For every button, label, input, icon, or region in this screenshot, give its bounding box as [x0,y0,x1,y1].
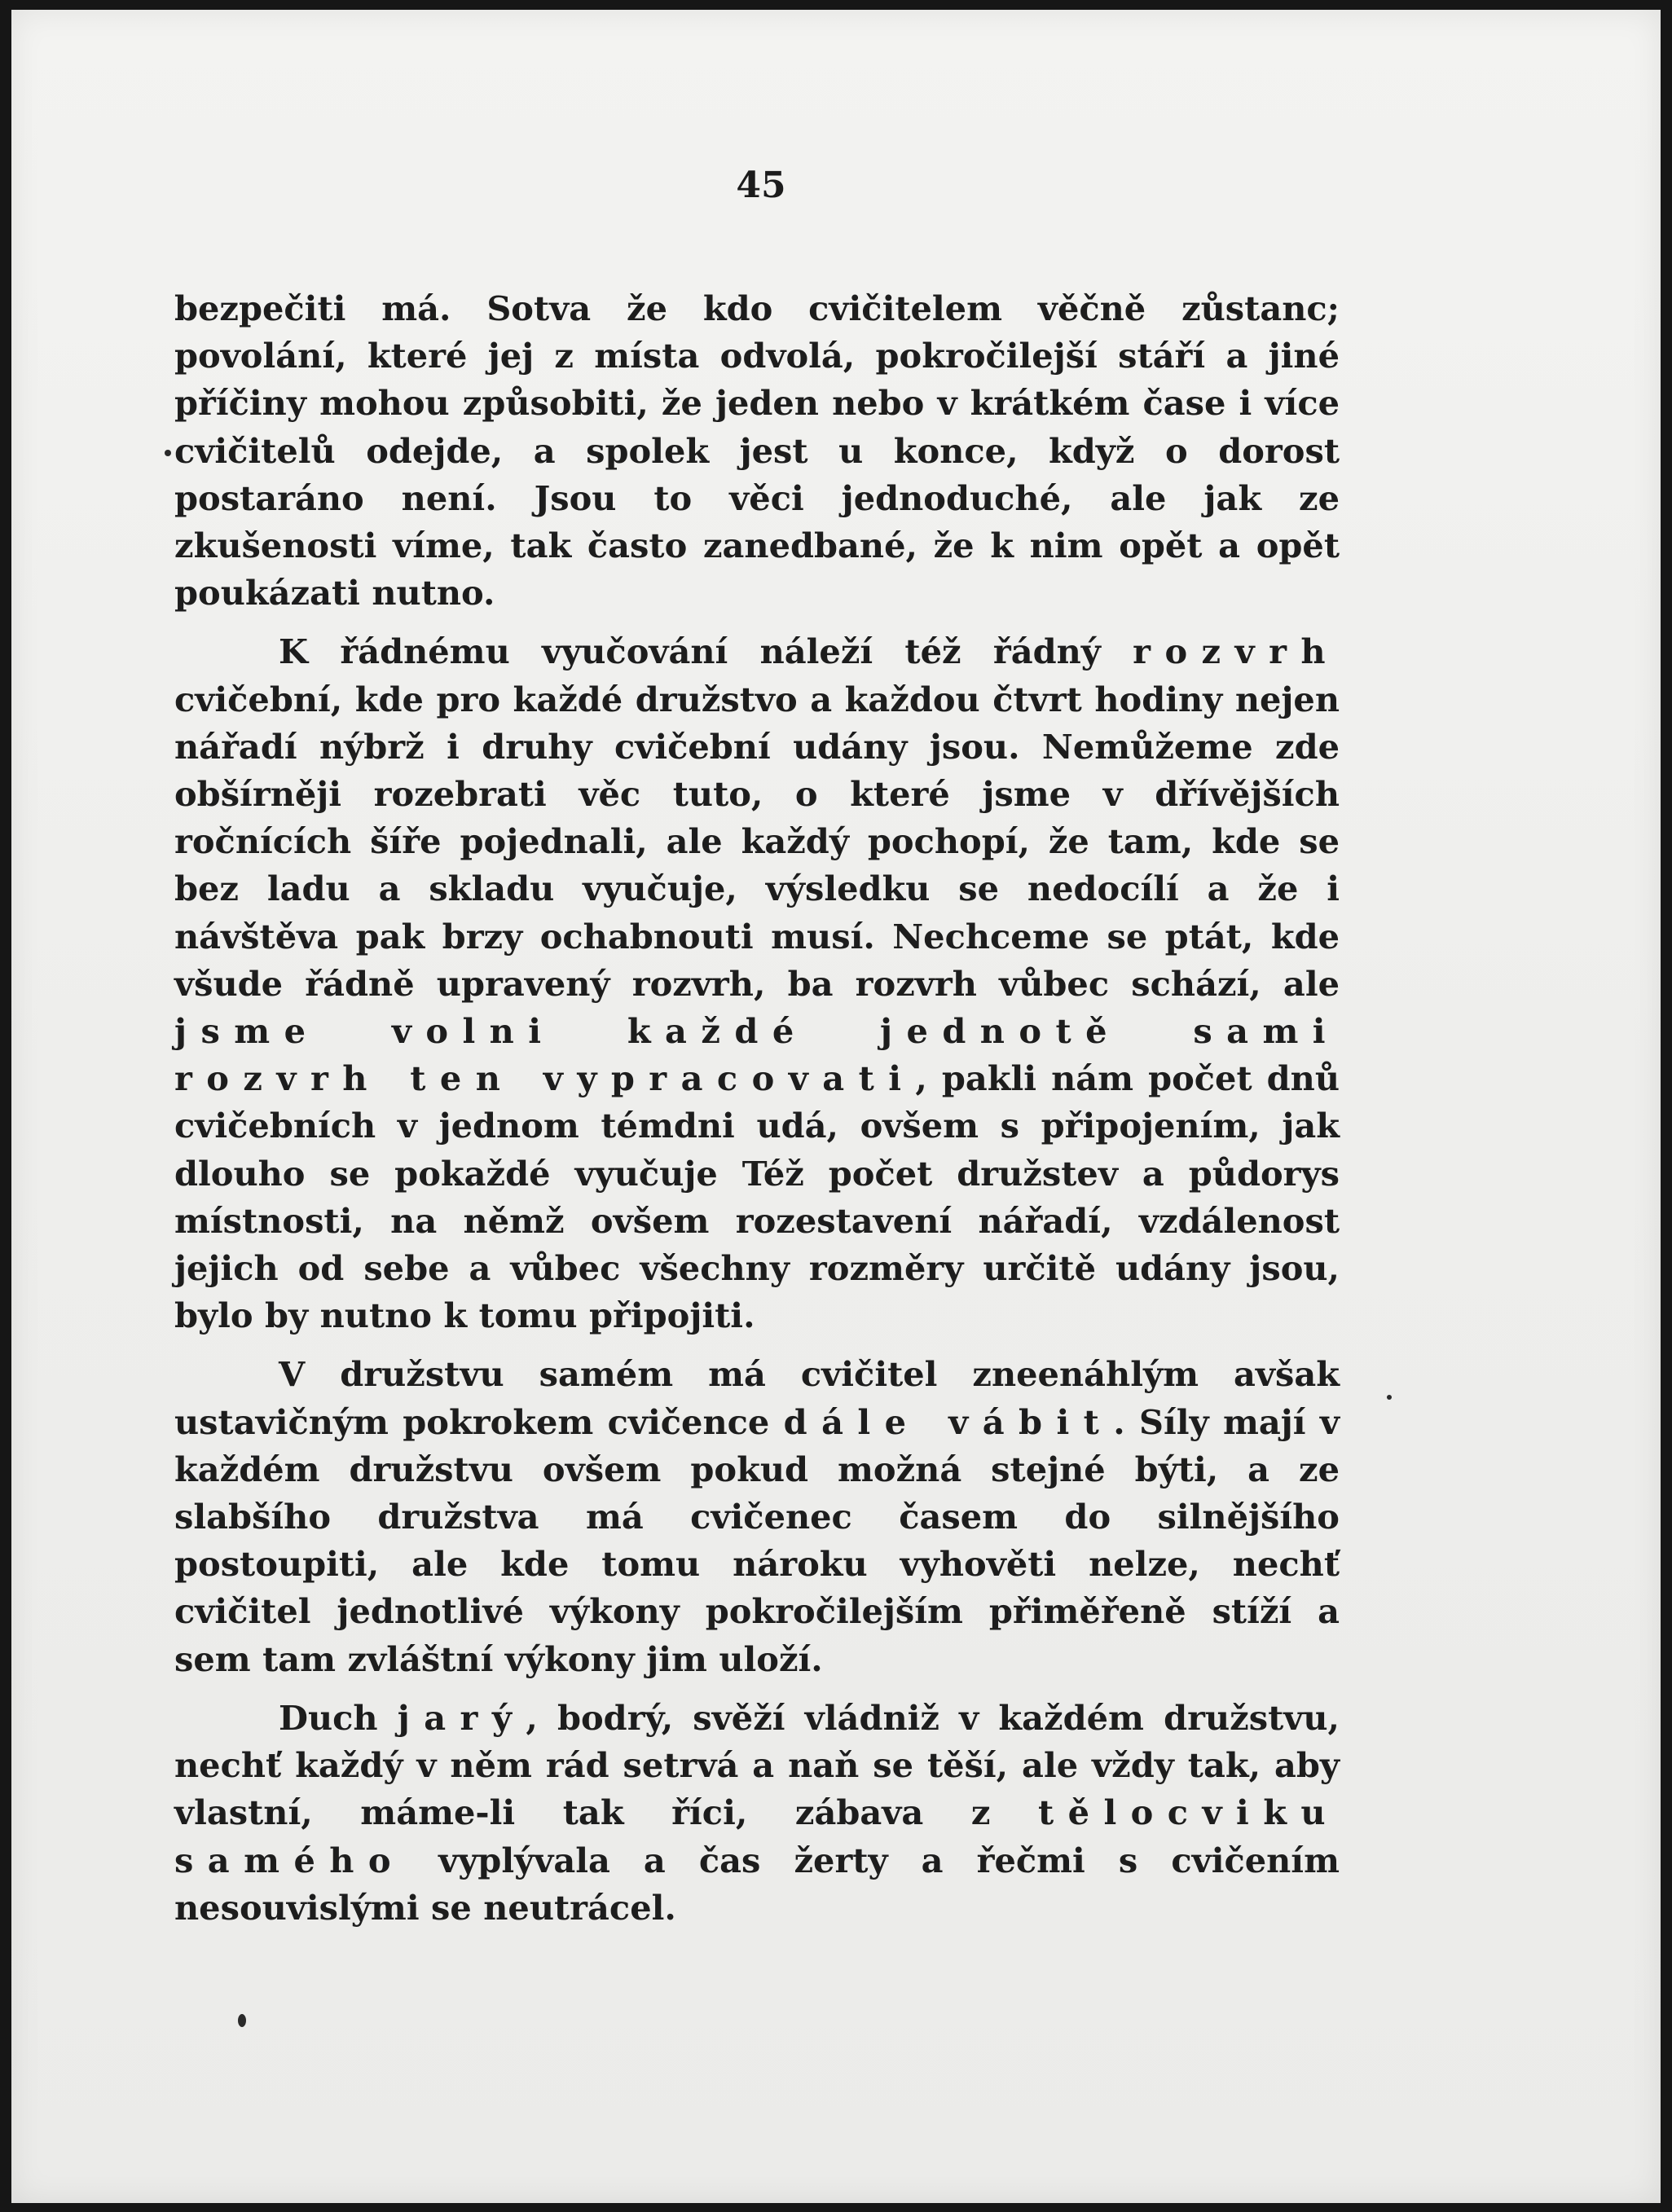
paragraph-text: . Síly mají v každém družstvu ovšem pokud možná stejné býti, a ze slabšího družstva má cvičenec časem do silnějšího postoupiti, ale kde tomu nároku vyhověti nelze, nechť cvičitel jednotlivé výkony pokročilejším přiměřeně stíží a sem tam zvláštní výkony jim uloží. [174,1401,1340,1679]
paragraph-text: cvičební, kde pro každé družstvo a každou čtvrt hodiny nejen nářadí nýbrž i druhy cvičební udány jsou. Nemůžeme zde obšírněji rozebrati věc tuto, o které jsme v dřívějších ročnících šíře pojednali, ale každý pochopí, že tam, kde se bez ladu a skladu vyučuje, výsledku se nedocílí a že i návštěva pak brzy ochabnouti musí. Nechceme se ptát, kde všude řádně upravený rozvrh, ba rozvrh vůbec schází, ale [174,679,1340,1004]
paragraph [174,1351,1340,1682]
body-text [174,285,1340,1943]
paragraph [174,1695,1340,1932]
paragraph [174,285,1340,617]
emphasized-text: rozvrh [1133,631,1340,672]
page-number: 45 [736,165,786,206]
emphasized-text: dále vábit [783,1401,1114,1442]
ink-speck [165,450,171,456]
paragraph-text: bezpečiti má. Sotva že kdo cvičitelem věčně zůstanc; povolání, které jej z místa odvolá, pokročilejší stáří a jiné příčiny mohou způsobiti, že jeden nebo v krátkém čase i více cvičitelů odejde, a spolek jest u konce, když o dorost postaráno není. Jsou to věci jednoduché, ale jak ze zkušenosti víme, tak často zanedbané, že k nim opět a opět poukázati nutno. [174,288,1340,613]
paragraph [174,628,1340,1339]
paragraph-text: vyplývala a čas žerty a řečmi s cvičením nesouvislými se neutrácel. [174,1840,1340,1928]
paragraph-text: , bodrý, svěží vládniž v každém družstvu, nechť každý v něm rád setrvá a naň se těší, ale vždy tak, aby vlastní, máme-li tak říci, zábava z [174,1697,1340,1833]
emphasized-text: tělocviku samého [174,1792,1340,1880]
ink-speck [1387,1395,1392,1400]
paragraph-text: K řádnému vyučování náleží též řádný [279,631,1133,672]
ink-speck [238,2014,246,2027]
emphasized-text: jarý [397,1697,526,1738]
emphasized-text: jsme volni každé jednotě sami rozvrh ten vypracovati [174,1011,1340,1099]
paragraph-text: , pakli nám počet dnů cvičebních v jednom témdni udá, ovšem s připojením, jak dlouho se pokaždé vyučuje Též počet družstev a půdorys místnosti, na němž ovšem rozestavení nářadí, vzdálenost jejich od sebe a vůbec všechny rozměry určitě udány jsou, bylo by nutno k tomu připojiti. [174,1058,1340,1336]
book-page [11,10,1661,2203]
paragraph-text: V družstvu samém má cvičitel zneenáhlým avšak ustavičným pokrokem cvičence [174,1354,1340,1442]
paragraph-text: Duch [279,1697,398,1738]
